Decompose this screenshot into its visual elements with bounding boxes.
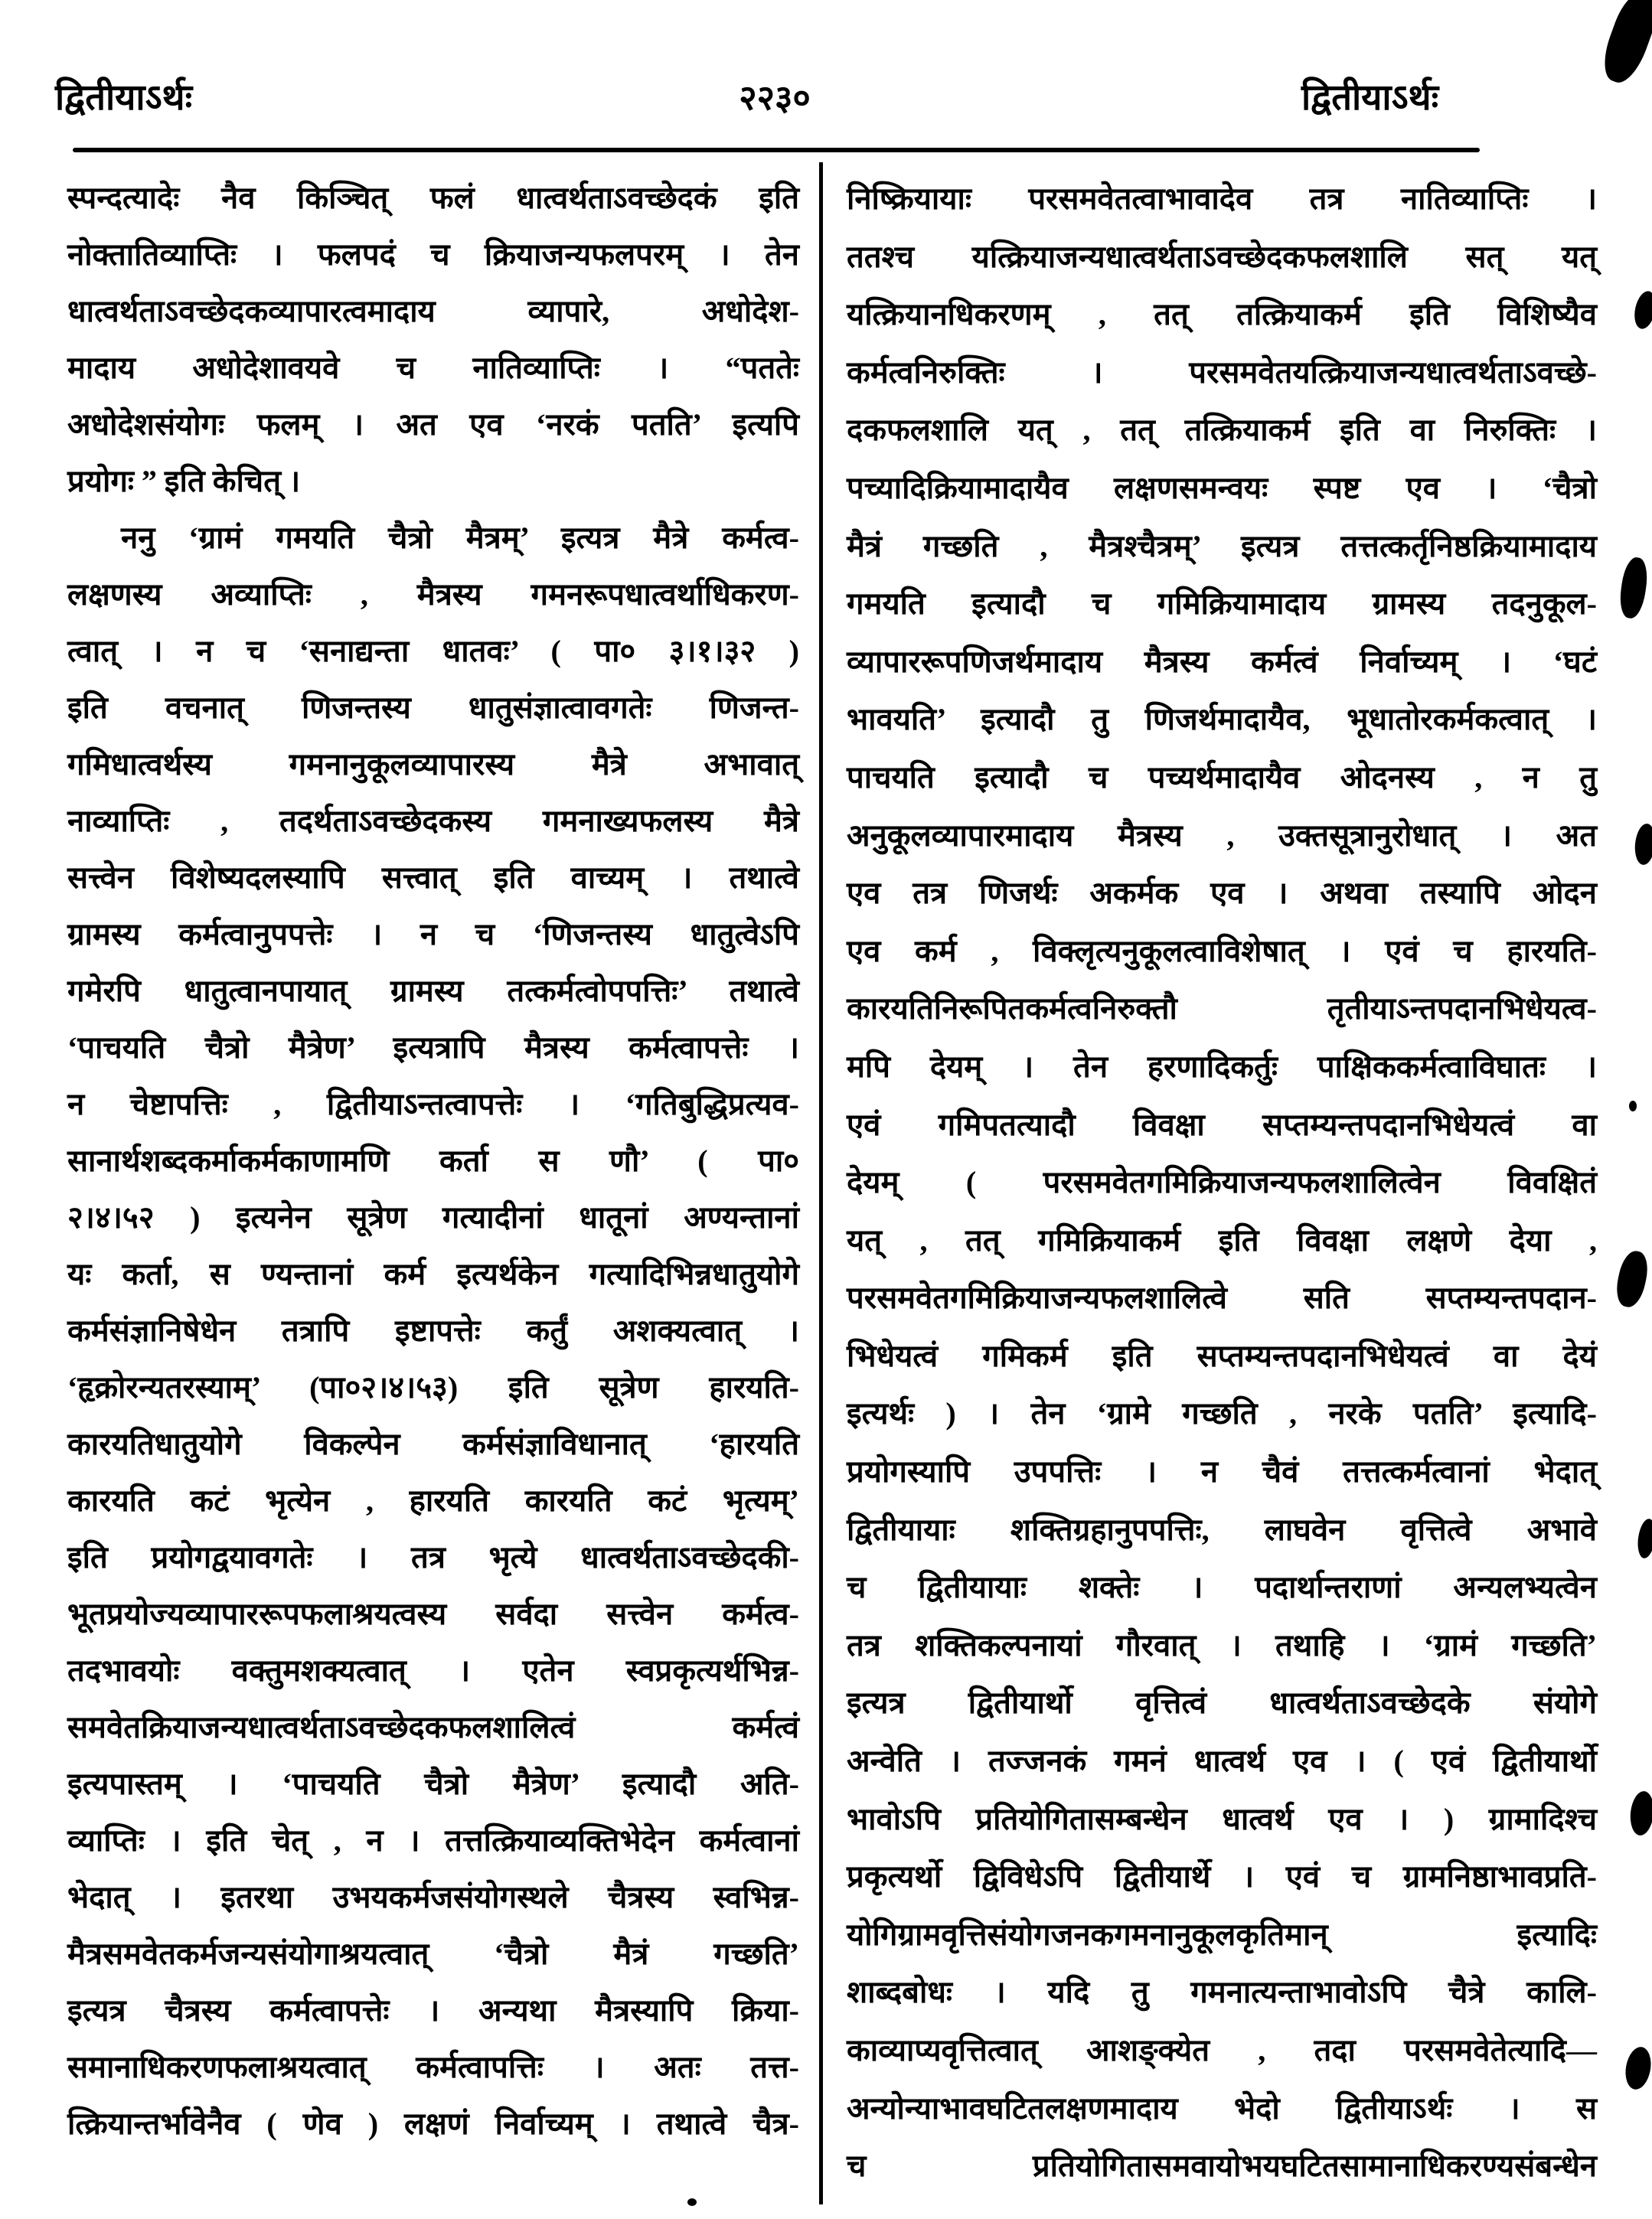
ink-mark bbox=[1629, 1101, 1637, 1111]
text-line: नोक्तातिव्याप्तिः । फलपदं च क्रियाजन्यफलपरम् । तेन bbox=[67, 237, 799, 272]
text-line: एव तत्र णिजर्थः अकर्मक एव । अथवा तस्यापि ओदन bbox=[847, 876, 1597, 911]
text-line: ‘हृक्रोरन्यतरस्याम्’ (पा०२।४।५३) इति सूत्रेण हारयति- bbox=[67, 1370, 799, 1405]
text-line: मैत्रं गच्छति , मैत्रश्चैत्रम्’ इत्यत्र तत्तत्कर्तृनिष्ठक्रियामादाय bbox=[847, 528, 1597, 563]
ink-mark bbox=[1631, 289, 1652, 331]
text-line: प्रकृत्यर्थो द्विविधेऽपि द्वितीयार्थे । एवं च ग्रामनिष्ठाभावप्रति- bbox=[847, 1859, 1597, 1894]
column-divider bbox=[819, 162, 823, 2204]
text-line: अन्योन्याभावघटितलक्षणमादाय भेदो द्वितीयाऽर्थः । स bbox=[847, 2090, 1597, 2126]
text-line: भावोऽपि प्रतियोगितासम्बन्धेन धात्वर्थ एव । ) ग्रामादिश्च bbox=[847, 1801, 1597, 1836]
text-line: ग्रामस्य कर्मत्वानुपपत्तेः । न च ‘णिजन्तस्य धातुत्वेऽपि bbox=[67, 917, 799, 951]
text-line: ‘पाचयति चैत्रो मैत्रेण’ इत्यत्रापि मैत्रस्य कर्मत्वापत्तेः । bbox=[67, 1030, 799, 1065]
ink-mark bbox=[1622, 2045, 1652, 2092]
text-line: २।४।५२ ) इत्यनेन सूत्रेण गत्यादीनां धातूनां अण्यन्तानां bbox=[67, 1200, 799, 1235]
text-line: गमेरपि धातुत्वानपायात् ग्रामस्य तत्कर्मत्वोपपत्तिः’ तथात्वे bbox=[67, 974, 799, 1008]
ink-mark bbox=[1596, 0, 1652, 88]
text-line: इत्यर्थः ) । तेन ‘ग्रामे गच्छति , नरके पतति’ इत्यादि- bbox=[847, 1396, 1597, 1431]
text-line: च प्रतियोगितासमवायोभयघटितसामानाधिकरण्यसंबन्धेन bbox=[847, 2149, 1597, 2184]
text-line: ततश्च यत्क्रियाजन्यधात्वर्थताऽवच्छेदकफलशालि सत् यत् bbox=[847, 239, 1597, 274]
text-line: त्क्रियान्तर्भावेनैव ( णेव ) लक्षणं निर्वाच्यम् । तथात्वे चैत्र- bbox=[67, 2106, 799, 2141]
text-line: द्वितीयायाः शक्तिग्रहानुपपत्तिः, लाघवेन वृत्तित्वे अभावे bbox=[847, 1512, 1597, 1547]
ink-mark bbox=[1635, 1518, 1652, 1560]
text-line: अनुकूलव्यापारमादाय मैत्रस्य , उक्तसूत्रानुरोधात् । अत bbox=[847, 817, 1597, 853]
text-line: धात्वर्थताऽवच्छेदकव्यापारत्वमादाय व्यापारे, अधोदेश- bbox=[67, 294, 799, 328]
text-line: ननु ‘ग्रामं गमयति चैत्रो मैत्रम्’ इत्यत्र मैत्रे कर्मत्व- bbox=[121, 520, 799, 555]
running-header-left: द्वितीयाऽर्थः bbox=[55, 78, 193, 118]
text-line: तत्र शक्तिकल्पनायां गौरवात् । तथाहि । ‘ग्रामं गच्छति’ bbox=[847, 1627, 1597, 1663]
text-line: तदभावयोः वक्तुमशक्यत्वात् । एतेन स्वप्रकृत्यर्थभिन्न- bbox=[67, 1653, 799, 1688]
text-line: गमिधात्वर्थस्य गमनानुकूलव्यापारस्य मैत्रे अभावात् bbox=[67, 747, 799, 782]
text-line: पच्यादिक्रियामादायैव लक्षणसमन्वयः स्पष्ट एव । ‘चैत्रो bbox=[847, 470, 1597, 505]
text-line: कर्मत्वनिरुक्तिः । परसमवेतयत्क्रियाजन्यधात्वर्थताऽवच्छे- bbox=[847, 354, 1597, 390]
ink-mark bbox=[1613, 1248, 1652, 1310]
text-line: इत्यत्र चैत्रस्य कर्मत्वापत्तेः । अन्यथा मैत्रस्यापि क्रिया- bbox=[67, 1993, 799, 2028]
text-line: च द्वितीयायाः शक्तेः । पदार्थान्तराणां अन्यलभ्यत्वेन bbox=[847, 1570, 1597, 1605]
text-line: अधोदेशसंयोगः फलम् । अत एव ‘नरकं पतति’ इत्यपि bbox=[67, 407, 799, 442]
text-line: परसमवेतगमिक्रियाजन्यफलशालित्वे सति सप्तम्यन्तपदान- bbox=[847, 1281, 1597, 1316]
text-line: इति प्रयोगद्वयावगतेः । तत्र भृत्ये धात्वर्थताऽवच्छेदकी- bbox=[67, 1540, 799, 1575]
text-line: कारयति कटं भृत्येन , हारयति कारयति कटं भृत्यम्’ bbox=[67, 1483, 799, 1518]
text-line: भावयति’ इत्यादौ तु णिजर्थमादायैव, भूधातोरकर्मकत्वात् । bbox=[847, 702, 1597, 737]
text-line: कारयतिधातुयोगे विकल्पेन कर्मसंज्ञाविधानात् ‘हारयति bbox=[67, 1427, 799, 1461]
text-line: लक्षणस्य अव्याप्तिः , मैत्रस्य गमनरूपधात्वर्थाधिकरण- bbox=[67, 577, 799, 612]
text-line: नाव्याप्तिः , तदर्थताऽवच्छेदकस्य गमनाख्यफलस्य मैत्रे bbox=[67, 804, 799, 838]
text-line: इति वचनात् णिजन्तस्य धातुसंज्ञात्वावगतेः णिजन्त- bbox=[67, 690, 799, 725]
ink-mark bbox=[1628, 1790, 1652, 1837]
text-line: भिधेयत्वं गमिकर्म इति सप्तम्यन्तपदानभिधेयत्वं वा देयं bbox=[847, 1338, 1597, 1373]
text-line: सत्त्वेन विशेष्यदलस्यापि सत्त्वात् इति वाच्यम् । तथात्वे bbox=[67, 860, 799, 895]
text-line: भेदात् । इतरथा उभयकर्मजसंयोगस्थले चैत्रस्य स्वभिन्न- bbox=[67, 1880, 799, 1914]
text-line: एव कर्म , विक्लृत्यनुकूलत्वाविशेषात् । एवं च हारयति- bbox=[847, 933, 1597, 968]
text-line: व्याप्तिः । इति चेत् , न । तत्तत्क्रियाव्यक्तिभेदेन कर्मत्वानां bbox=[67, 1823, 799, 1858]
right-column bbox=[847, 170, 1597, 2195]
running-header-right: द्वितीयाऽर्थः bbox=[1301, 78, 1439, 118]
text-line: यत् , तत् गमिक्रियाकर्म इति विवक्षा लक्षणे देया , bbox=[847, 1222, 1597, 1258]
text-line: गमयति इत्यादौ च गमिक्रियामादाय ग्रामस्य तदनुकूल- bbox=[847, 586, 1597, 622]
ink-mark bbox=[1618, 556, 1650, 620]
text-line: एवं गमिपतत्यादौ विवक्षा सप्तम्यन्तपदानभिधेयत्वं वा bbox=[847, 1107, 1597, 1142]
text-line: मपि देयम् । तेन हरणादिकर्तुः पाक्षिककर्मत्वाविघातः । bbox=[847, 1049, 1597, 1084]
text-line: सानार्थशब्दकर्माकर्मकाणामणि कर्ता स णौ’ ( पा० bbox=[67, 1144, 799, 1178]
text-line: योगिग्रामवृत्तिसंयोगजनकगमनानुकूलकृतिमान् इत्यादिः bbox=[847, 1917, 1597, 1952]
text-line: इत्यत्र द्वितीयार्थो वृत्तित्वं धात्वर्थताऽवच्छेदके संयोगे bbox=[847, 1685, 1597, 1721]
text-line: दकफलशालि यत् , तत् तत्क्रियाकर्म इति वा निरुक्तिः । bbox=[847, 413, 1597, 448]
text-line: यत्क्रियानधिकरणम् , तत् तत्क्रियाकर्म इति विशिष्यैव bbox=[847, 297, 1597, 332]
text-line: यः कर्ता, स ण्यन्तानां कर्म इत्यर्थकेन गत्यादिभिन्नधातुयोगे bbox=[67, 1257, 799, 1291]
ink-mark bbox=[687, 2198, 697, 2206]
text-line: स्पन्दत्यादेः नैव किञ्चित् फलं धात्वर्थताऽवच्छेदकं इति bbox=[67, 181, 799, 215]
text-line: समानाधिकरणफलाश्रयत्वात् कर्मत्वापत्तिः । अतः तत्त- bbox=[67, 2050, 799, 2084]
text-line: इत्यपास्तम् । ‘पाचयति चैत्रो मैत्रेण’ इत्यादौ अति- bbox=[67, 1767, 799, 1801]
left-column bbox=[67, 170, 799, 2152]
text-line: मादाय अधोदेशावयवे च नातिव्याप्तिः । “पततेः bbox=[67, 351, 799, 385]
page-number: २२३० bbox=[739, 79, 811, 117]
text-line: प्रयोगस्यापि उपपत्तिः । न चैवं तत्तत्कर्मत्वानां भेदात् bbox=[847, 1454, 1597, 1490]
text-line: प्रयोगः ” इति केचित् । bbox=[67, 464, 301, 498]
header-rule bbox=[73, 148, 1480, 152]
text-line: समवेतक्रियाजन्यधात्वर्थताऽवच्छेदकफलशालित्वं कर्मत्वं bbox=[67, 1710, 799, 1744]
text-line: कारयतिनिरूपितकर्मत्वनिरुक्तौ तृतीयाऽन्तपदानभिधेयत्व- bbox=[847, 991, 1597, 1026]
text-line: पाचयति इत्यादौ च पच्यर्थमादायैव ओदनस्य , न तु bbox=[847, 759, 1597, 795]
text-line: व्यापाररूपणिजर्थमादाय मैत्रस्य कर्मत्वं निर्वाच्यम् । ‘घटं bbox=[847, 644, 1597, 679]
text-line: काव्याप्यवृत्तित्वात् आशङ्क्येत , तदा परसमवेतेत्यादि— bbox=[847, 2033, 1597, 2067]
ink-mark bbox=[1633, 823, 1652, 866]
text-line: अन्वेति । तज्जनकं गमनं धात्वर्थ एव । ( एवं द्वितीयार्थो bbox=[847, 1744, 1597, 1779]
text-line: मैत्रसमवेतकर्मजन्यसंयोगाश्रयत्वात् ‘चैत्रो मैत्रं गच्छति’ bbox=[67, 1937, 799, 1971]
text-line: देयम् ( परसमवेतगमिक्रियाजन्यफलशालित्वेन विवक्षितं bbox=[847, 1165, 1597, 1200]
text-line: निष्क्रियायाः परसमवेतत्वाभावादेव तत्र नातिव्याप्तिः । bbox=[847, 181, 1597, 216]
text-line: शाब्दबोधः । यदि तु गमनात्यन्ताभावोऽपि चैत्रे कालि- bbox=[847, 1975, 1597, 2010]
text-line: न चेष्टापत्तिः , द्वितीयाऽन्तत्वापत्तेः । ‘गतिबुद्धिप्रत्यव- bbox=[67, 1087, 799, 1121]
text-line: त्वात् । न च ‘सनाद्यन्ता धातवः’ ( पा० ३।१।३२ ) bbox=[67, 634, 799, 668]
text-line: कर्मसंज्ञानिषेधेन तत्रापि इष्टापत्तेः कर्तुं अशक्यत्वात् । bbox=[67, 1313, 799, 1348]
text-line: भूतप्रयोज्यव्यापाररूपफलाश्रयत्वस्य सर्वदा सत्त्वेन कर्मत्व- bbox=[67, 1597, 799, 1631]
